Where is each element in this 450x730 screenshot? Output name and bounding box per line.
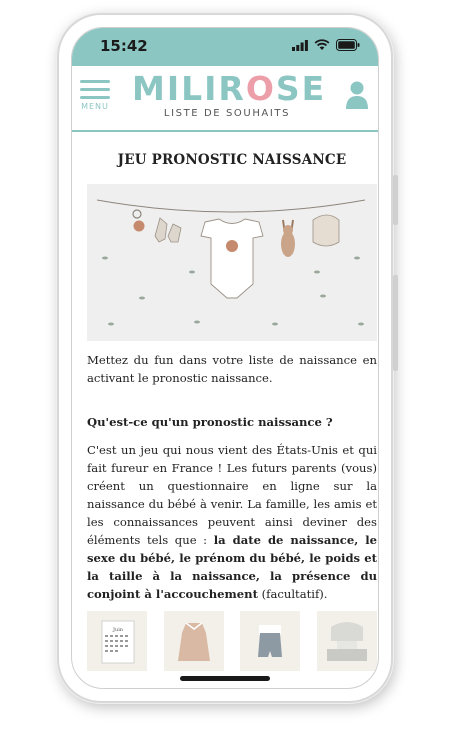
menu-button[interactable] [80, 80, 110, 116]
menu-label: MENU [81, 102, 109, 111]
power-button [393, 275, 398, 371]
thumbnail-row [87, 611, 377, 671]
guess-items: la date de naissance, le sexe du bébé, le prénom du bébé, le poids et la taille à la naissance, la présence du conjoint à l'accouchement [87, 533, 377, 601]
logo-tagline: LISTE DE SOUHAITS [163, 108, 291, 119]
status-time: 15:42 [100, 37, 148, 55]
status-icons [292, 39, 360, 51]
menu-icon [80, 80, 110, 99]
article [87, 130, 377, 671]
status-bar [72, 28, 378, 66]
hero-illustration [87, 184, 377, 341]
dress-thumbnail[interactable] [164, 611, 224, 671]
site-logo[interactable] [132, 69, 327, 119]
logo-wordmark: MILIROSE [132, 69, 327, 108]
phone-screen [71, 27, 379, 689]
intro-paragraph: Mettez du fun dans votre liste de naissance en activant le pronostic naissance. [87, 353, 377, 385]
romper-thumbnail[interactable] [240, 611, 300, 671]
svg-text:Juin: Juin [112, 627, 124, 633]
phone-frame [57, 13, 393, 703]
user-icon[interactable] [344, 80, 370, 110]
section-heading: Qu'est-ce qu'un pronostic naissance ? [87, 415, 333, 429]
home-indicator[interactable] [180, 676, 270, 681]
volume-button [393, 175, 398, 225]
battery-icon [336, 39, 360, 51]
site-header [72, 66, 378, 132]
scale-thumbnail[interactable] [317, 611, 377, 671]
calendar-thumbnail[interactable] [87, 611, 147, 671]
body-paragraph: C'est un jeu qui nous vient des États-Unis et qui fait fureur en France ! Les futurs parents (vous) créent un questionnaire en ligne sur la naissance du bébé à venir. La famille, les amis et les connaissances peuvent ainsi deviner des éléments tels que : la date de naissance, le sexe du bébé, le prénom du bébé, le poids et la taille à la naissance, la présence du conjoint à l'accouchement (facultatif). [87, 443, 377, 601]
page-title: JEU PRONOSTIC NAISSANCE [117, 152, 347, 168]
signal-icon [292, 40, 308, 51]
wifi-icon [314, 39, 330, 51]
